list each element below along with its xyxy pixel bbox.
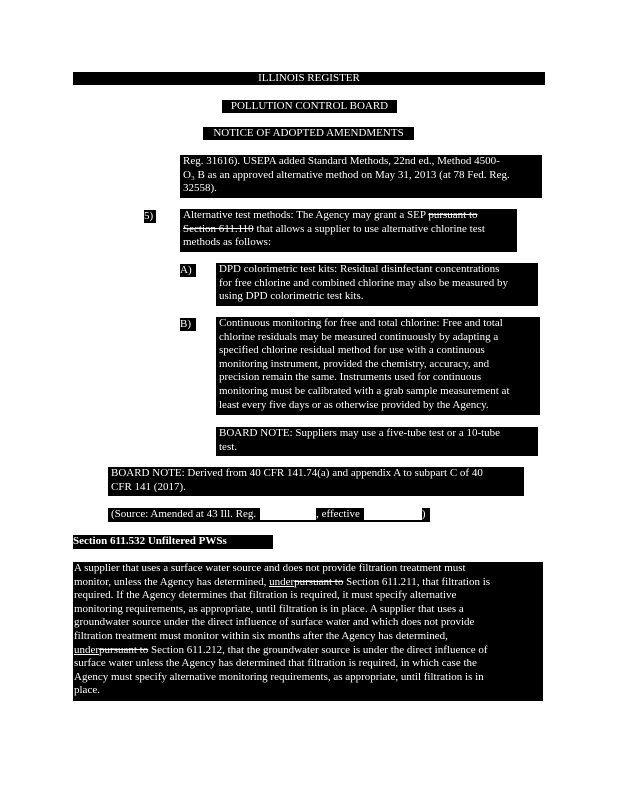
register-header: ILLINOIS REGISTER bbox=[73, 72, 545, 85]
top-para-line-1: Reg. 31616). USEPA added Standard Methods, 22nd ed., Method 4500- bbox=[183, 155, 500, 167]
body-line-2: monitor, unless the Agency has determined, bbox=[74, 575, 270, 588]
item-5-line-3: methods as follows: bbox=[183, 236, 271, 249]
item-b-line-3: specified chlorine residual method for use with a continuous bbox=[219, 344, 485, 357]
body-line-1: A supplier that uses a surface water source and does not provide filtration treatment must bbox=[74, 562, 466, 574]
section-heading: Section 611.532 Unfiltered PWSs bbox=[73, 535, 273, 549]
item-5-deleted-section: Section 611.110 bbox=[183, 222, 254, 235]
item-b-line-2: chlorine residuals may be measured continuously by adapting a bbox=[219, 330, 499, 343]
section-body bbox=[73, 562, 543, 701]
item-5-deleted-text: pursuant to bbox=[428, 209, 478, 221]
source-blank-2 bbox=[364, 508, 422, 520]
source-line bbox=[108, 508, 430, 522]
board-header: POLLUTION CONTROL BOARD bbox=[222, 100, 397, 113]
item-b-line-6: monitoring must be calibrated with a grab sample measurement at bbox=[219, 384, 510, 397]
board-note-main bbox=[108, 467, 524, 496]
body-line-6: filtration treatment must monitor within six months after the Agency has determined, bbox=[74, 629, 448, 642]
item-a-line-2: for free chlorine and combined chlorine may also be measured by bbox=[219, 276, 508, 289]
source-blank-1 bbox=[260, 508, 316, 520]
top-para-line-3: 32558). bbox=[183, 182, 217, 195]
body-deleted-2: pursuant to bbox=[99, 643, 149, 656]
body-line-4: monitoring requirements, as appropriate, until filtration is in place. A supplier that uses a bbox=[74, 602, 464, 615]
board-note-main-line-2: CFR 141 (2017). bbox=[111, 480, 186, 493]
board-note-main-line-1: BOARD NOTE: Derived from 40 CFR 141.74(a) and appendix A to subpart C of 40 bbox=[111, 467, 483, 479]
item-b-text bbox=[216, 317, 540, 415]
body-inserted-under-2: under bbox=[74, 643, 100, 656]
body-line-9: Agency must specify alternative monitoring requirements, as appropriate, until filtration is in bbox=[74, 670, 484, 683]
notice-header: NOTICE OF ADOPTED AMENDMENTS bbox=[203, 127, 414, 140]
body-line-8: surface water unless the Agency has determined that filtration is required, in which case the bbox=[74, 657, 477, 670]
top-paragraph bbox=[180, 155, 542, 198]
source-close: ) bbox=[421, 508, 426, 520]
item-5-line-2: that allows a supplier to use alternative chlorine test bbox=[253, 222, 485, 235]
item-b-label: B) bbox=[180, 318, 196, 331]
item-a-text bbox=[216, 263, 538, 306]
body-inserted-under-1: under bbox=[269, 575, 295, 588]
board-note-b-line-1: BOARD NOTE: Suppliers may use a five-tube test or a 10-tube bbox=[219, 427, 501, 439]
board-note-b-line-2: test. bbox=[219, 440, 238, 453]
item-5-label: 5) bbox=[144, 210, 156, 223]
board-note-b bbox=[216, 427, 538, 456]
top-para-line-2: O₃ B as an approved alternative method on May 31, 2013 (at 78 Fed. Reg. bbox=[183, 168, 510, 181]
item-5-text bbox=[180, 209, 517, 252]
item-b-line-4: monitoring instrument, provided the chemistry, accuracy, and bbox=[219, 357, 490, 370]
body-line-10: place. bbox=[74, 684, 100, 697]
item-a-line-3: using DPD colorimetric test kits. bbox=[219, 290, 364, 303]
body-deleted-1: pursuant to bbox=[294, 575, 344, 588]
item-b-line-5: precision remain the same. Instruments used for continuous bbox=[219, 371, 482, 384]
body-line-5: groundwater source under the direct influence of surface water and which does not provide bbox=[74, 616, 475, 629]
body-line-3: required. If the Agency determines that filtration is required, it must specify alternative bbox=[74, 589, 457, 602]
item-b-line-1: Continuous monitoring for free and total chlorine: Free and total bbox=[219, 317, 503, 329]
item-b-line-7: least every five days or as otherwise provided by the Agency. bbox=[219, 398, 489, 411]
source-amended: (Source: Amended at 43 Ill. Reg. bbox=[111, 508, 257, 520]
item-a-line-1: DPD colorimetric test kits: Residual disinfectant concentrations bbox=[219, 263, 500, 275]
item-5-line-1: Alternative test methods: The Agency may grant a SEP bbox=[183, 209, 429, 221]
source-effective: , effective bbox=[316, 508, 360, 520]
body-line-7: Section 611.212, that the groundwater source is under the direct influence of bbox=[148, 643, 488, 656]
body-line-2-end: Section 611.211, that filtration is bbox=[343, 575, 491, 588]
item-a-label: A) bbox=[180, 264, 196, 277]
